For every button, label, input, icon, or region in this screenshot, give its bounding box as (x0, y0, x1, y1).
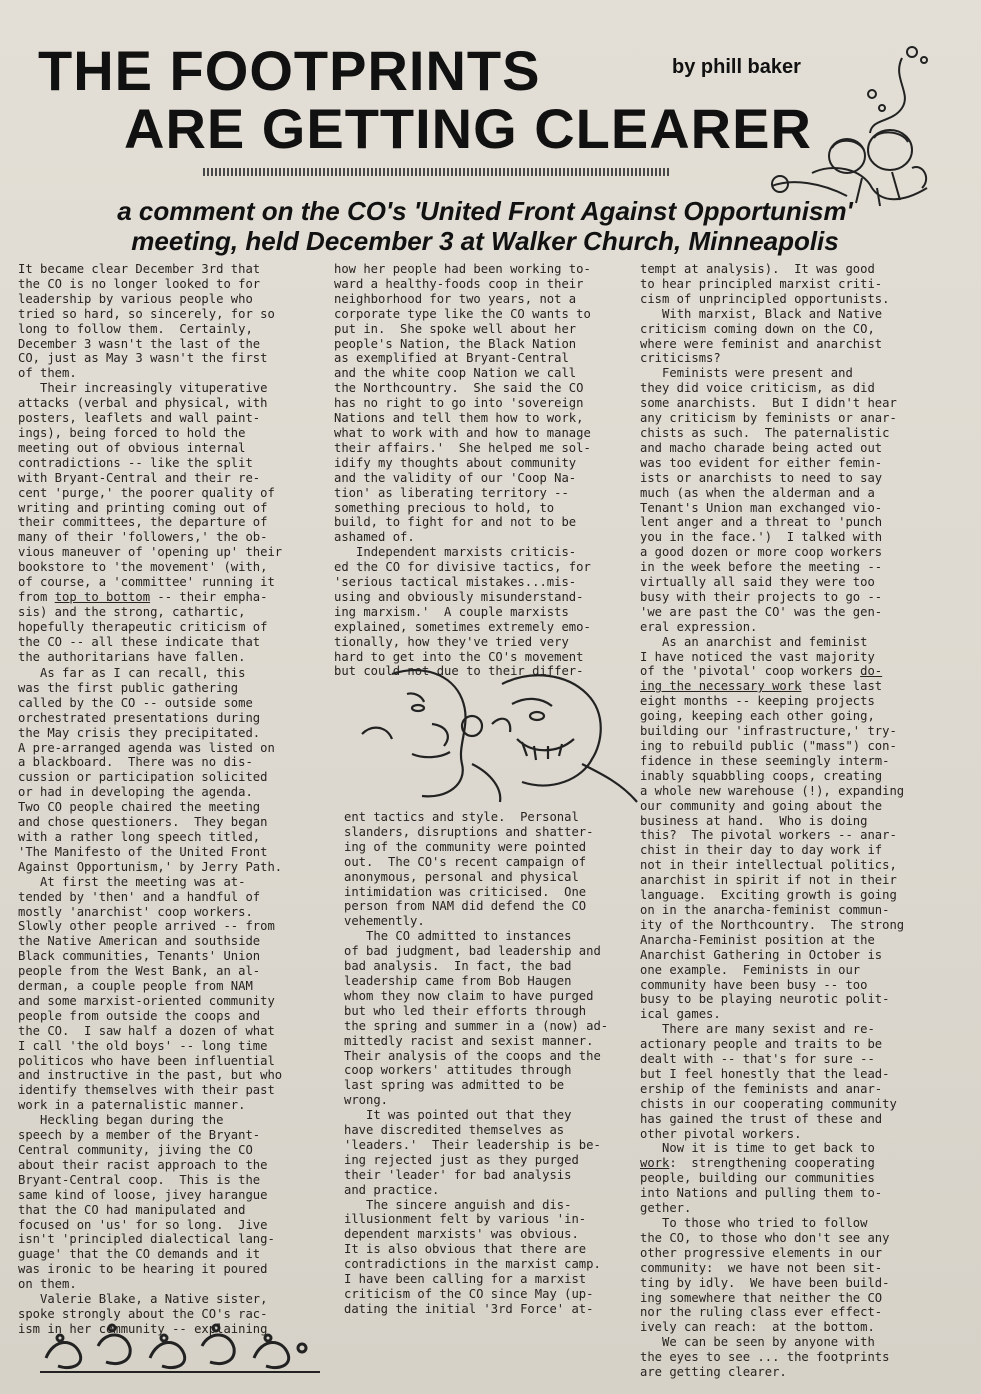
decorative-rule (203, 168, 671, 176)
subhead-line-1: a comment on the CO's 'United Front Against Opportunism' (117, 196, 853, 226)
footprints-border-illustration (40, 1318, 320, 1374)
col3-text-rest: these last eight months -- keeping projects going, keeping each other going, building our 'infrastructure,' try- ing to rebuild public ("mass") con- fidence in these seemingly interm- inably squabbling coops, creating a whole new warehouse (!), expanding our community and going about the business at hand. Who is doing this? The pivotal workers -- anar- chist in their day to day work if not in their intellectual politics, anarchist in spirit if not in their language. Exciting growth is going on in the anarcha-feminist commun- ity of the Northcountry. The strong Anarcha-Feminist position at the Anarchist Gathering in October is one example. Feminists in our community have been busy -- too busy to be playing neurotic polit- ical games. There are many sexist and re- actionary people and traits to be dealt with -- that's for sure -- but I feel honestly that the lead- ership of the feminists and anar- chists in our cooperating community has gained the trust of these and other pivotal workers. Now it is time to get back to (640, 679, 905, 1156)
column-2-bottom: ent tactics and style. Personal slanders, disruptions and shatter- ing of the community were pointed out. The CO's recent campaign of anonymous, personal and physical intimidation was criticised. One person from NAM did defend the CO vehemently. The CO admitted to instances of bad judgment, bad leadership and bad analysis. In fact, the bad leadership came from Bob Haugen whom they now claim to have purged but who led their efforts through the spring and summer in a (now) ad- mittedly racist and sexist manner. Their analysis of the coops and the coop workers' attitudes through last spring was admitted to be wrong. It was pointed out that they have discredited themselves as 'leaders.' Their leadership is be- ing rejected just as they purged their 'leader' for bad analysis and practice. The sincere anguish and dis- illusionment felt by various 'in- dependent marxists' was obvious. It is also obvious that there are contradictions in the marxist camp. I have been calling for a marxist criticism of the CO since May (up- dating the initial '3rd Force' at- (344, 810, 609, 1316)
byline: by phill baker (672, 56, 801, 78)
col1-underlined: top to bottom (54, 589, 151, 604)
column-1-bottom: As far as I can recall, this was the first public gathering called by the CO -- outside some orchestrated presentations during the May crisis they precipitated. A pre-arranged agenda was listed on a blackboard. There was no dis- cussion or participation solicited or had in developing the agenda. Two CO people chaired the meeting and chose questioners. They began with a rather long speech titled, 'The Manifesto of the United Front Against Opportunism,' by Jerry Path. At first the meeting was at- tended by 'then' and a handful of mostly 'anarchist' coop workers. Slowly other people arrived -- from the Native American and southside Black communities, Tenants' Union people from the West Bank, an al- derman, a couple people from NAM and some marxist-oriented community people from outside the coops and the CO. I saw half a dozen of what I call 'the old boys' -- long time politicos who have been influential and instructive in the past, but who identify themselves with their past work in a paternalistic manner. Heckling began during the speech by a member of the Bryant- Central community, jiving the CO about their racist approach to the Bryant-Central coop. This is the same kind of loose, jivey harangue that the CO had manipulated and focused on 'us' for so long. Jive isn't 'principled dialectical lang- guage' that the CO demands and it was ironic to be hearing it poured on them. Valerie Blake, a Native sister, spoke strongly about the CO's rac- ism in her community -- explaining (18, 666, 283, 1336)
column-2-top: how her people had been working to- ward a healthy-foods coop in their neighborhood for two years, not a corporate type like the CO wants to put in. She spoke well about her people's Nation, the Black Nation as exemplified at Bryant-Central and the white coop Nation we call the Northcountry. She said the CO has no right to go into 'sovereign Nations and tell them how to work, what to work with and how to manage their affairs.' She helped me sol- idify my thoughts about community and the validity of our 'Coop Na- tion' as liberating territory -- something precious to hold, to build, to fight for and not to be ashamed of. Independent marxists criticis- ed the CO for divisive tactics, for 'serious tactical mistakes...mis- using and obviously misunderstand- ing marxism.' A couple marxists explained, sometimes extremely emo- tionally, how they've tried very hard to get into the CO's movement but could not due to their differ- (334, 262, 591, 679)
col3-work-underlined: work (640, 1156, 670, 1171)
col1-text: It became clear December 3rd that the CO is no longer looked to for leadership by various people who tried so hard, so sincerely, for so long to follow them. Certainly, December 3 wasn't the last of the CO, just as May 3 wasn't the first of them. Their increasingly vituperative attacks (verbal and physical, with posters, leaflets and wall paint- ings), being forced to hold the meeting out of obvious internal contradictions -- like the split with Bryant-Central and their re- cent 'purge,' the poorer quality of writing and printing coming out of their committees, the departure of many of their 'followers,' the ob- vious maneuver of 'opening up' their bookstore to 'the movement' (with, of course, a 'committee' running it from (18, 262, 283, 604)
col3-underlined: do- ing the necessary work (640, 664, 883, 694)
col3-text-end: : strengthening cooperating people, building our communities into Nations and pulling them to- gether. To those who tried to follow the CO, to those who don't see any other progressive elements in our community: we have not been sit- ting by idly. We have been build- ing somewhere that neither the CO nor the ruling class ever effect- ively can reach: at the bottom. We can be seen by anyone with the eyes to see ... the footprints are getting clearer. (640, 1156, 890, 1380)
header-cartoon-illustration (752, 38, 952, 210)
subhead-line-2: meeting, held December 3 at Walker Church, Minneapolis (131, 226, 839, 256)
subheadline (30, 196, 940, 256)
col3-text: tempt at analysis). It was good to hear principled marxist criti- cism of unprincipled opportunists. With marxist, Black and Native criticism coming down on the CO, where were feminist and anarchist criticisms? Feminists were present and they did voice criticism, as did some anarchists. But I didn't hear any criticism by feminists or anar- chists as such. The paternalistic and macho charade being acted out was too evident for either femin- ists or anarchists to need to say much (as when the alderman and a Tenant's Union man exchanged vio- lent anger and a threat to 'punch you in the face.') I talked with a good dozen or more coop workers in the week before the meeting -- virtually all said they were too busy with their projects to go -- 'we are past the CO' was the gen- eral expression. As an anarchist and feminist I have noticed the vast majority of the 'pivotal' coop workers (640, 262, 897, 679)
column-3 (640, 262, 960, 1380)
column-1-top (18, 262, 338, 664)
col1-text-end: -- their empha- sis) and the strong, cathartic, hopefully therapeutic criticism of the CO -- all these indicate that the authoritarians have fallen. (18, 589, 268, 664)
caricature-illustration (352, 664, 642, 804)
headline-line-2: ARE GETTING CLEARER (124, 97, 812, 160)
headline-line-1: THE FOOTPRINTS (38, 39, 541, 102)
